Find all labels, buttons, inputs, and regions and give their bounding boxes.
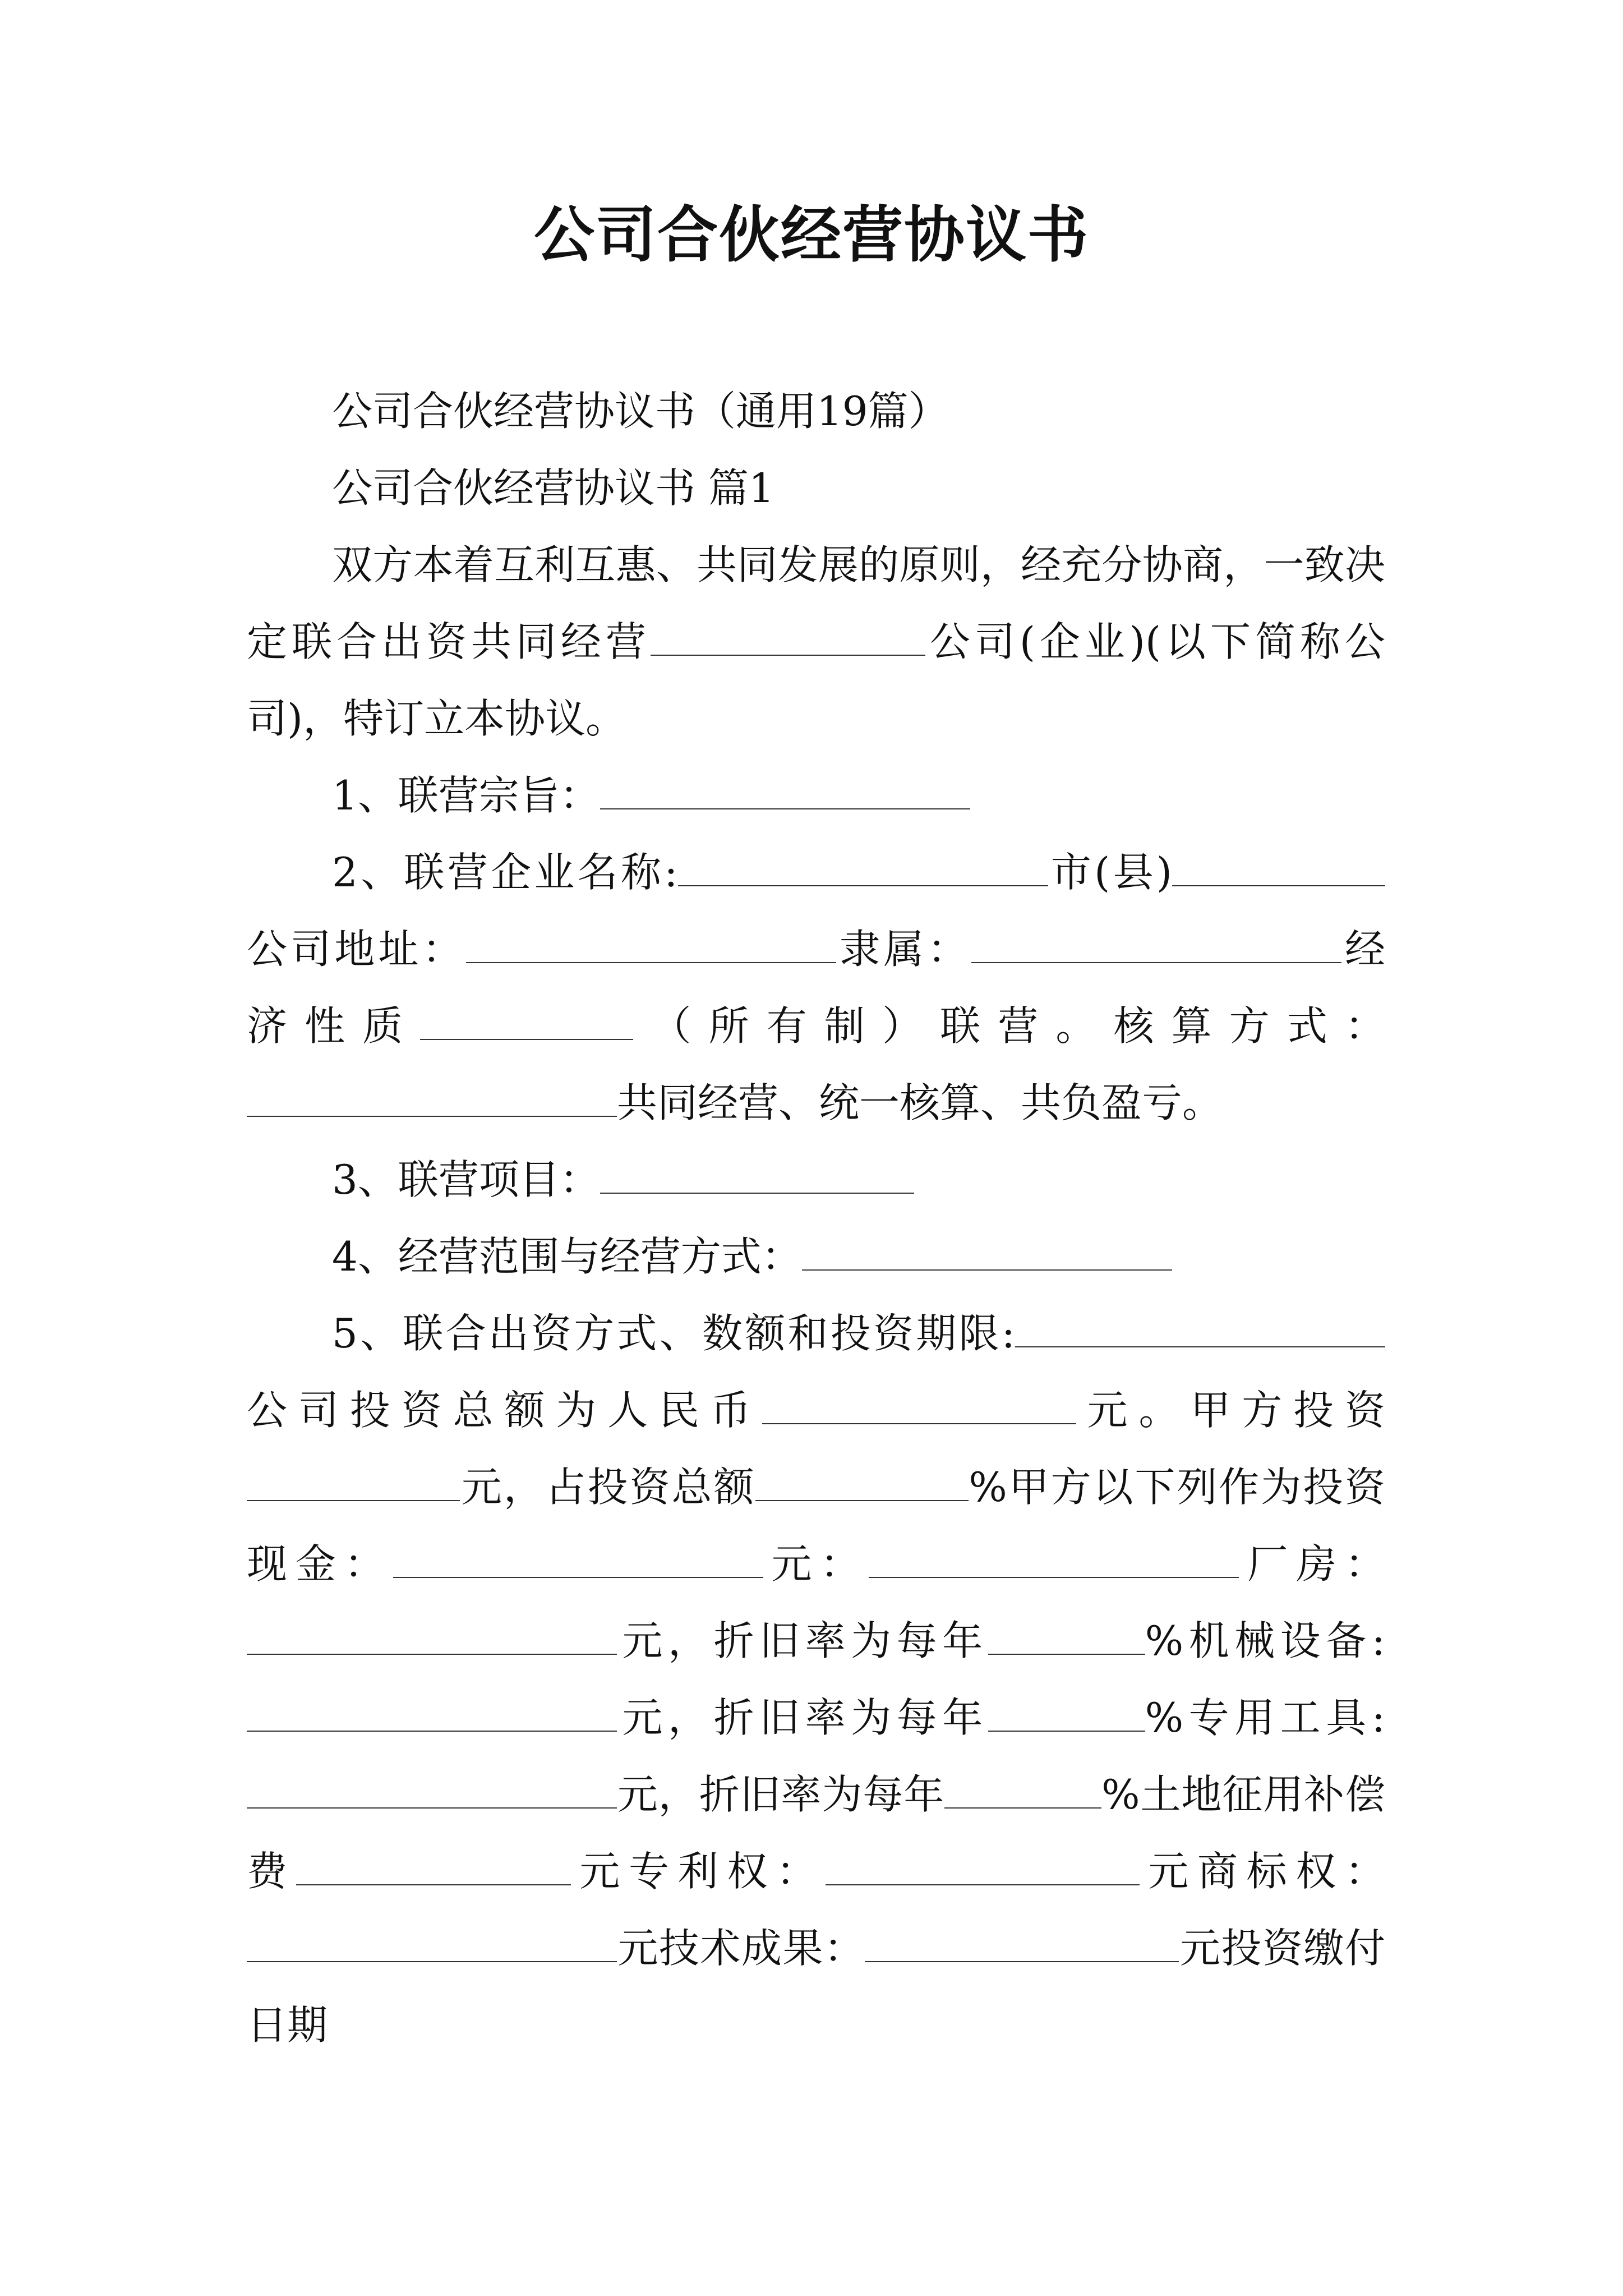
nature-label: 经济性质 — [247, 926, 1385, 1050]
scope-blank — [802, 1235, 1172, 1271]
item-1-label: 1、联营宗旨： — [332, 772, 600, 819]
patent-label: 元专利权： — [570, 1848, 826, 1895]
cash-label: %甲方以下列作为投资现金： — [247, 1464, 1385, 1588]
nature-blank — [420, 1004, 633, 1040]
affiliation-label: 隶属： — [836, 926, 971, 973]
patent-amount-blank — [826, 1849, 1140, 1885]
depreciation-3-blank — [944, 1773, 1101, 1809]
tools-label: %专用工具: — [1145, 1694, 1385, 1741]
total-label: 公司投资总额为人民币 — [247, 1387, 762, 1434]
item-2-label: 2、联营企业名称: — [332, 849, 678, 896]
section-heading-paragraph — [247, 450, 1385, 527]
depreciation-1-label: 元，折旧率为每年 — [617, 1617, 988, 1664]
item-4-paragraph — [247, 1218, 1385, 1295]
trademark-amount-blank — [247, 1926, 617, 1962]
intro-text-1: 双方本着互利互惠、共同发展的原则，经充分协商，一致决定联合出资共同经营 — [247, 541, 1385, 665]
depreciation-2-label: 元，折旧率为每年 — [617, 1694, 988, 1741]
address-blank — [466, 927, 836, 963]
tools-amount-blank — [247, 1773, 617, 1809]
company-name-blank — [651, 620, 925, 656]
accounting-method-blank — [247, 1081, 617, 1117]
address-label: 公司地址： — [247, 926, 466, 973]
project-blank — [600, 1158, 914, 1194]
share-label: 元，占投资总额 — [460, 1464, 756, 1511]
subtitle-paragraph — [247, 373, 1385, 450]
city-blank — [1172, 850, 1385, 886]
yuan-colon-label: 元： — [763, 1540, 869, 1588]
item-5-paragraph — [247, 1295, 1385, 2064]
subtitle-text: 公司合伙经营协议书（通用19篇） — [332, 388, 949, 435]
city-label: 市(县) — [1048, 849, 1172, 896]
cash-extra-blank — [869, 1542, 1239, 1578]
depreciation-2-blank — [988, 1696, 1145, 1732]
depreciation-3-label: 元，折旧率为每年 — [617, 1771, 945, 1818]
factory-amount-blank — [247, 1619, 617, 1655]
item-4-label: 4、经营范围与经营方式： — [332, 1233, 802, 1280]
depreciation-1-blank — [988, 1619, 1145, 1655]
document-body — [247, 373, 1385, 2064]
item-1-paragraph — [247, 757, 1385, 834]
tech-amount-blank — [865, 1926, 1179, 1962]
section-heading: 公司合伙经营协议书 篇1 — [332, 464, 774, 512]
payment-label: 元投资缴付日期 — [247, 1925, 1385, 2049]
intro-text-2: 公司(企业)(以下简称公司)，特订立本协议。 — [247, 618, 1385, 742]
cash-amount-blank — [393, 1542, 763, 1578]
total-amount-blank — [762, 1388, 1076, 1424]
item-2-paragraph — [247, 834, 1385, 1142]
trademark-label: 元商标权： — [1139, 1848, 1385, 1895]
item-3-label: 3、联营项目： — [332, 1156, 600, 1203]
party-a-amount-blank — [247, 1465, 460, 1501]
tech-label: 元技术成果： — [617, 1925, 865, 1972]
affiliation-blank — [971, 927, 1341, 963]
land-label: %土地征用补偿费 — [247, 1771, 1385, 1895]
purpose-blank — [600, 774, 970, 809]
item-5-label: 5、联合出资方式、数额和投资期限: — [332, 1310, 1015, 1357]
share-percent-blank — [755, 1465, 969, 1501]
item-3-paragraph — [247, 1142, 1385, 1218]
factory-label: 厂房： — [1239, 1540, 1385, 1588]
intro-paragraph — [247, 527, 1385, 757]
machinery-amount-blank — [247, 1696, 617, 1732]
document-title: 公司合伙经营协议书 — [533, 200, 1089, 270]
ownership-label: （所有制）联营。核算方式： — [633, 1002, 1385, 1050]
party-a-label: 元。甲方投资 — [1076, 1387, 1385, 1434]
method-text: 共同经营、统一核算、共负盈亏。 — [617, 1079, 1223, 1126]
machinery-label: %机械设备: — [1145, 1617, 1385, 1664]
land-amount-blank — [296, 1849, 571, 1885]
investment-method-blank — [1015, 1312, 1385, 1347]
enterprise-name-blank — [678, 850, 1048, 886]
